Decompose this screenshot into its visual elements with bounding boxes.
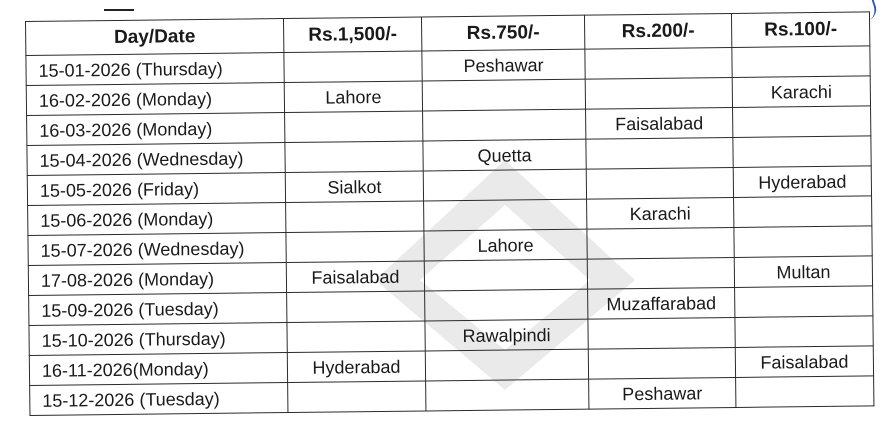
city-name bbox=[425, 266, 587, 268]
header-day-date: Day/Date bbox=[26, 19, 284, 56]
header-rs-100: Rs.100/- bbox=[731, 12, 869, 48]
rs-100-cell bbox=[732, 46, 870, 78]
city-name bbox=[288, 387, 425, 389]
city-name: Karachi bbox=[770, 81, 832, 103]
rs-750-cell bbox=[423, 169, 586, 201]
city-name: Faisalabad bbox=[311, 266, 400, 288]
city-name bbox=[426, 356, 588, 358]
city-name bbox=[586, 144, 732, 146]
rs-100-cell bbox=[732, 76, 870, 108]
city-name bbox=[589, 354, 735, 356]
rs-1500-cell bbox=[285, 111, 423, 143]
city-name bbox=[732, 52, 869, 54]
city-name: Quetta bbox=[477, 145, 532, 166]
date-cell: 16-02-2026 (Monday) bbox=[26, 83, 284, 116]
rs-100-cell bbox=[733, 166, 871, 198]
header-rs-200: Rs.200/- bbox=[584, 13, 731, 49]
city-name bbox=[734, 202, 871, 204]
rs-200-cell bbox=[588, 287, 735, 319]
schedule-body bbox=[26, 46, 874, 416]
city-name bbox=[424, 206, 586, 208]
city-name: Multan bbox=[776, 261, 831, 283]
header-rs-750: Rs.750/- bbox=[421, 15, 584, 51]
city-name bbox=[735, 322, 872, 324]
rs-200-cell bbox=[585, 47, 732, 79]
date-cell: 16-11-2026(Monday) bbox=[29, 353, 287, 386]
rs-1500-cell bbox=[285, 171, 423, 203]
city-name: Rawalpindi bbox=[462, 325, 551, 347]
rs-750-cell bbox=[422, 79, 585, 111]
rs-100-cell bbox=[735, 286, 873, 318]
date-cell: 15-05-2026 (Friday) bbox=[27, 173, 285, 206]
rs-1500-cell bbox=[286, 231, 424, 263]
page-fragment-mark bbox=[104, 0, 134, 11]
rs-200-cell bbox=[586, 137, 733, 169]
header-rs-1500: Rs.1,500/- bbox=[283, 17, 421, 53]
rs-200-cell bbox=[586, 167, 733, 199]
city-name: Lahore bbox=[325, 86, 382, 108]
date-cell: 15-01-2026 (Thursday) bbox=[26, 53, 284, 86]
city-name bbox=[425, 296, 587, 298]
city-name bbox=[736, 382, 873, 384]
rs-1500-cell bbox=[284, 81, 422, 113]
date-cell: 15-06-2026 (Monday) bbox=[28, 203, 286, 236]
rs-100-cell bbox=[734, 196, 872, 228]
draw-schedule-table bbox=[25, 11, 874, 416]
city-name bbox=[424, 176, 586, 178]
rs-200-cell bbox=[585, 77, 732, 109]
city-name bbox=[734, 232, 871, 234]
rs-200-cell bbox=[588, 347, 735, 379]
city-name bbox=[286, 237, 423, 239]
city-name: Peshawar bbox=[463, 55, 544, 77]
city-name: Peshawar bbox=[622, 383, 703, 405]
date-cell: 15-07-2026 (Wednesday) bbox=[28, 233, 286, 266]
rs-200-cell bbox=[586, 107, 733, 139]
city-name: Faisalabad bbox=[760, 351, 849, 373]
rs-750-cell bbox=[422, 49, 585, 81]
rs-750-cell bbox=[425, 349, 588, 381]
city-name bbox=[587, 234, 733, 236]
rs-1500-cell bbox=[284, 51, 422, 83]
city-name bbox=[423, 86, 585, 88]
date-cell: 15-12-2026 (Tuesday) bbox=[30, 383, 288, 416]
rs-200-cell bbox=[589, 377, 736, 409]
city-name bbox=[733, 142, 870, 144]
rs-200-cell bbox=[587, 257, 734, 289]
rs-750-cell bbox=[423, 109, 586, 141]
city-name bbox=[284, 58, 421, 60]
rs-1500-cell bbox=[287, 321, 425, 353]
rs-100-cell bbox=[734, 256, 872, 288]
rs-1500-cell bbox=[286, 201, 424, 233]
rs-200-cell bbox=[587, 227, 734, 259]
date-cell: 15-04-2026 (Wednesday) bbox=[27, 143, 285, 176]
city-name: Faisalabad bbox=[615, 113, 704, 135]
city-name bbox=[423, 116, 585, 118]
city-name: Sialkot bbox=[327, 176, 382, 198]
city-name bbox=[288, 327, 425, 329]
city-name: Karachi bbox=[629, 203, 691, 225]
city-name: Lahore bbox=[477, 235, 534, 256]
rs-1500-cell bbox=[288, 381, 426, 413]
city-name bbox=[585, 54, 731, 56]
city-name bbox=[733, 112, 870, 114]
date-cell: 17-08-2026 (Monday) bbox=[28, 263, 286, 296]
city-name bbox=[285, 147, 422, 149]
date-cell: 15-09-2026 (Tuesday) bbox=[29, 293, 287, 326]
rs-750-cell bbox=[423, 139, 586, 171]
rs-1500-cell bbox=[287, 291, 425, 323]
rs-750-cell bbox=[426, 379, 589, 411]
rs-750-cell bbox=[424, 229, 587, 261]
city-name bbox=[587, 174, 733, 176]
city-name bbox=[588, 324, 734, 326]
city-name: Hyderabad bbox=[758, 171, 847, 193]
rs-750-cell bbox=[425, 289, 588, 321]
rs-100-cell bbox=[735, 346, 873, 378]
rs-100-cell bbox=[733, 106, 871, 138]
city-name bbox=[285, 118, 422, 120]
rs-750-cell bbox=[424, 199, 587, 231]
city-name bbox=[286, 207, 423, 209]
city-name: Hyderabad bbox=[312, 356, 401, 378]
city-name bbox=[287, 297, 424, 299]
city-name bbox=[735, 292, 872, 294]
date-cell: 16-03-2026 (Monday) bbox=[27, 113, 285, 146]
date-cell: 15-10-2026 (Thursday) bbox=[29, 323, 287, 356]
rs-1500-cell bbox=[286, 261, 424, 293]
rs-100-cell bbox=[734, 226, 872, 258]
rs-200-cell bbox=[588, 317, 735, 349]
city-name: Muzaffarabad bbox=[606, 293, 717, 315]
city-name bbox=[588, 264, 734, 266]
city-name bbox=[586, 84, 732, 86]
rs-750-cell bbox=[425, 319, 588, 351]
rs-200-cell bbox=[587, 197, 734, 229]
rs-1500-cell bbox=[287, 351, 425, 383]
city-name bbox=[426, 386, 588, 388]
rs-750-cell bbox=[424, 259, 587, 291]
rs-100-cell bbox=[735, 316, 873, 348]
rs-100-cell bbox=[733, 136, 871, 168]
rs-1500-cell bbox=[285, 141, 423, 173]
rs-100-cell bbox=[736, 376, 874, 408]
